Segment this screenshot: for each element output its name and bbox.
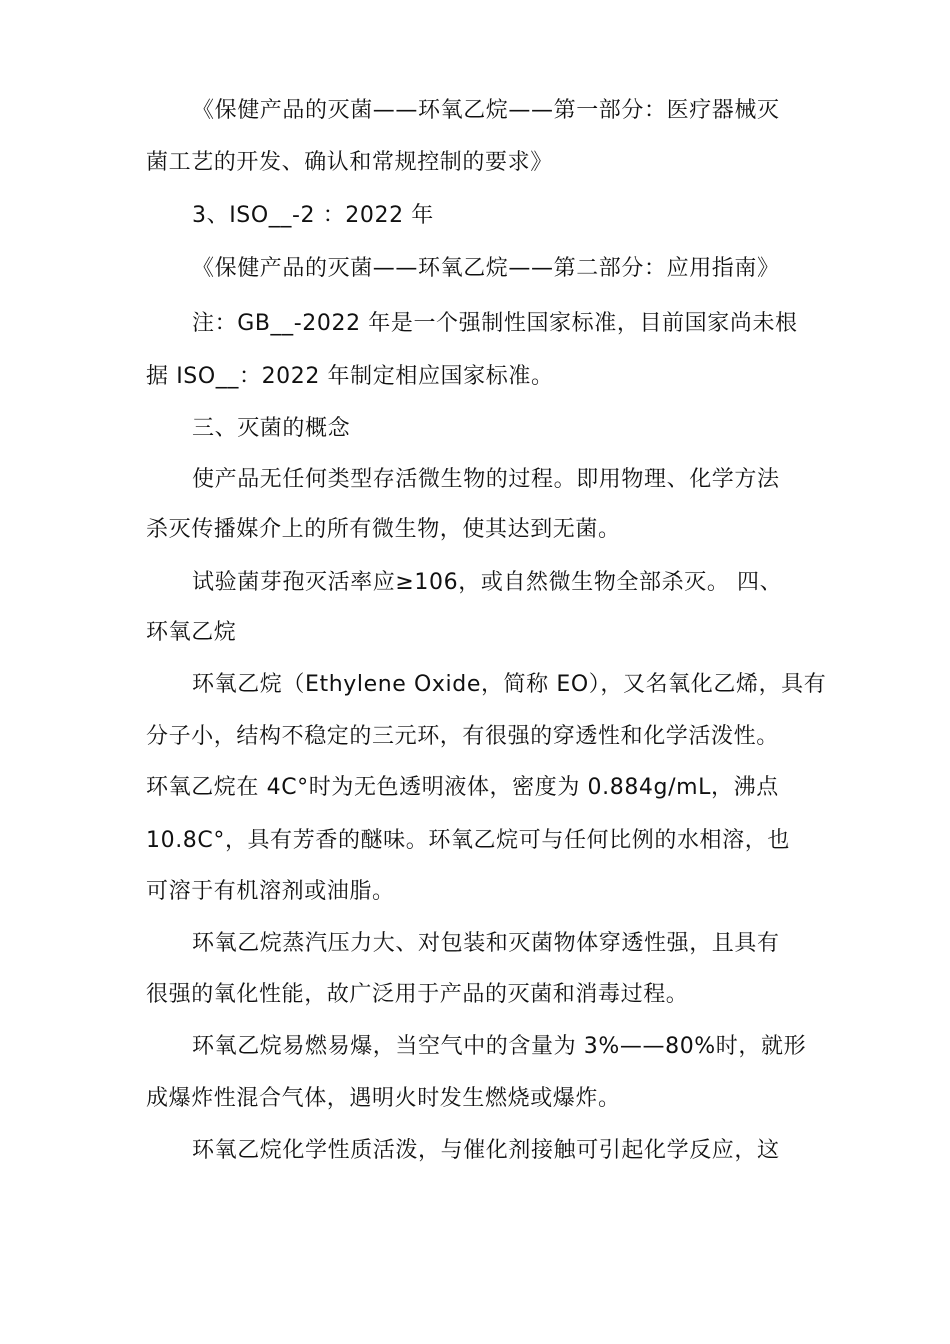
text-line: 使产品无任何类型存活微生物的过程。即用物理、化学方法 <box>192 467 780 492</box>
text-line: 环氧乙烷蒸汽压力大、对包装和灭菌物体穿透性强，且具有 <box>192 931 780 956</box>
text-line: 可溶于有机溶剂或油脂。 <box>146 879 395 904</box>
text-line: 杀灭传播媒介上的所有微生物，使其达到无菌。 <box>146 517 621 542</box>
text-line: 3、ISO__-2 ：2022 年 <box>192 203 434 228</box>
text-line: 环氧乙烷易燃易爆，当空气中的含量为 3%——80%时，就形 <box>192 1034 807 1059</box>
text-line: 《保健产品的灭菌——环氧乙烷——第一部分：医疗器械灭 <box>192 98 780 123</box>
text-line: 很强的氧化性能，故广泛用于产品的灭菌和消毒过程。 <box>146 982 689 1007</box>
text-line: 10.8C°，具有芳香的醚味。环氧乙烷可与任何比例的水相溶，也 <box>146 828 790 853</box>
text-line: 环氧乙烷（Ethylene Oxide，简称 EO），又名氧化乙烯，具有 <box>192 672 827 697</box>
section-heading: 环氧乙烷 <box>146 620 237 645</box>
text-line: 试验菌芽孢灭活率应≥106，或自然微生物全部杀灭。 四、 <box>192 570 783 595</box>
text-line: 成爆炸性混合气体，遇明火时发生燃烧或爆炸。 <box>146 1086 621 1111</box>
text-line: 注：GB__-2022 年是一个强制性国家标准，目前国家尚未根 <box>192 311 798 336</box>
text-line: 据 ISO__：2022 年制定相应国家标准。 <box>146 364 554 389</box>
text-line: 环氧乙烷化学性质活泼，与催化剂接触可引起化学反应，这 <box>192 1138 780 1163</box>
text-line: 环氧乙烷在 4C°时为无色透明液体，密度为 0.884g/mL，沸点 <box>146 775 779 800</box>
text-line: 菌工艺的开发、确认和常规控制的要求》 <box>146 150 553 175</box>
text-line: 《保健产品的灭菌——环氧乙烷——第二部分：应用指南》 <box>192 256 780 281</box>
section-heading: 三、灭菌的概念 <box>192 416 351 441</box>
text-line: 分子小，结构不稳定的三元环，有很强的穿透性和化学活泼性。 <box>146 724 779 749</box>
